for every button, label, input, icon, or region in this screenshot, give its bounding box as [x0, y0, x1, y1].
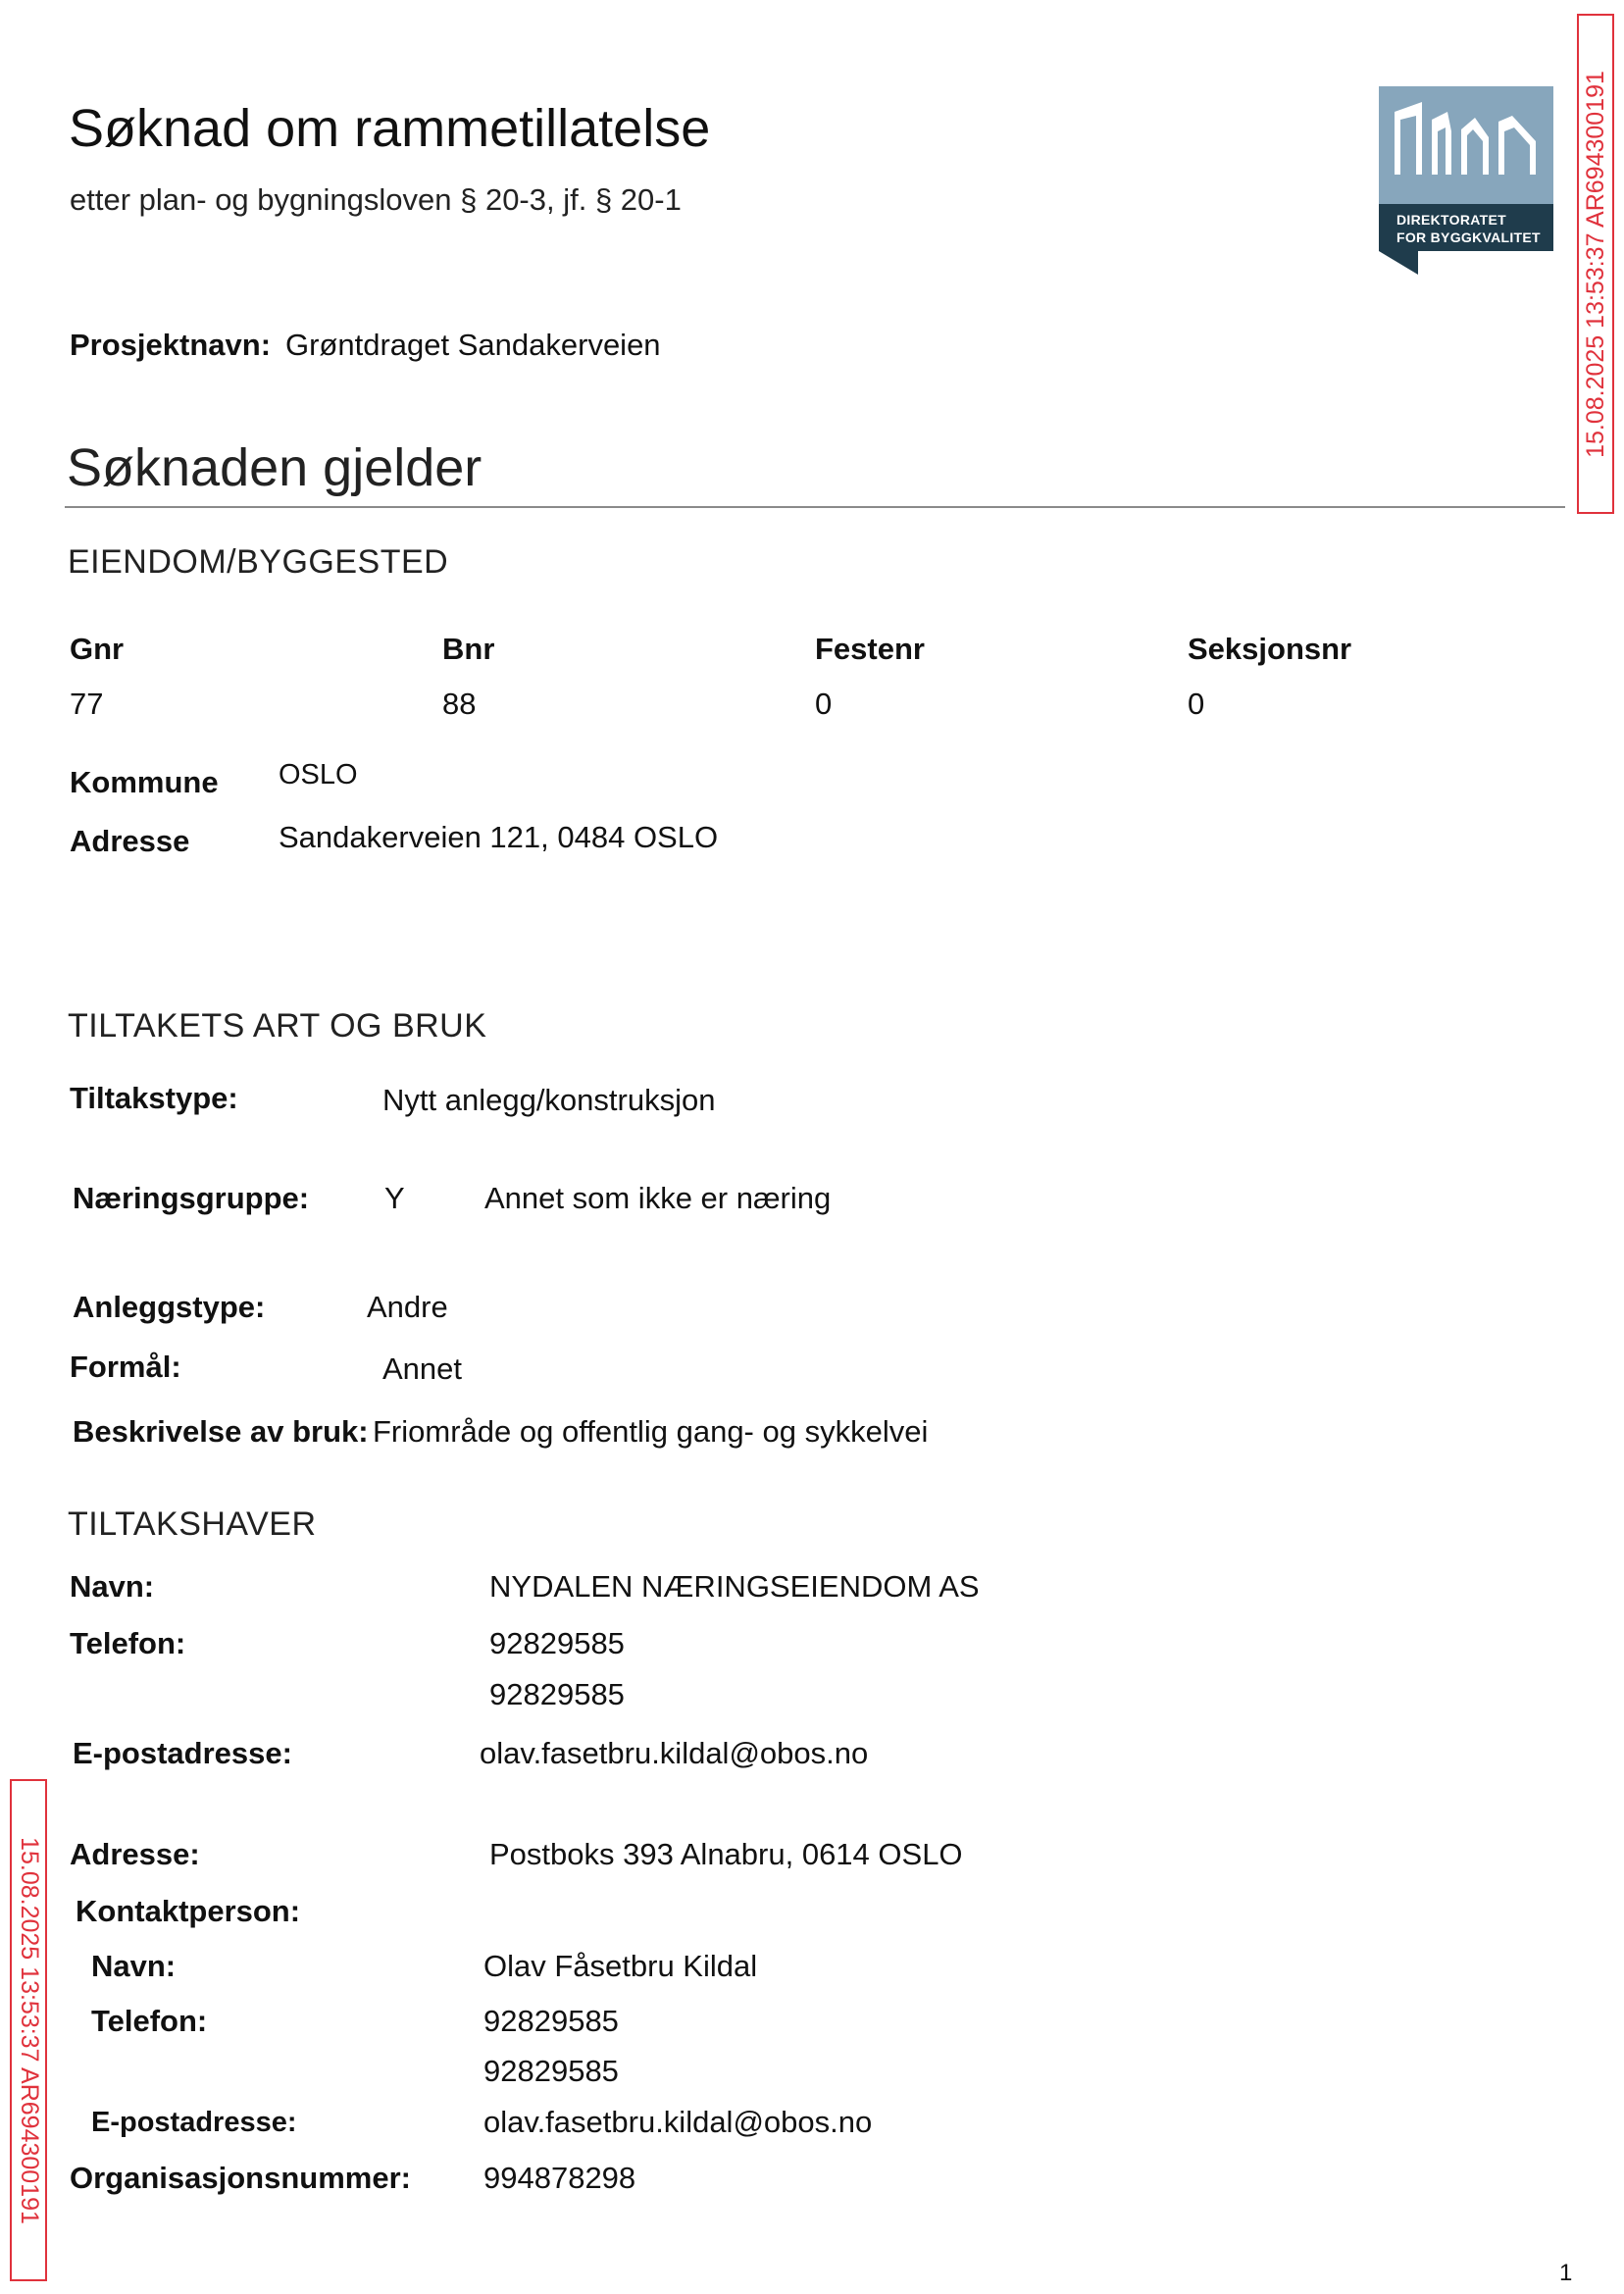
kp-navn-label: Navn: [91, 1949, 177, 1983]
th-telefon-label: Telefon: [70, 1626, 186, 1660]
th-navn-value: NYDALEN NÆRINGSEIENDOM AS [489, 1569, 980, 1604]
th-navn-label: Navn: [70, 1569, 155, 1604]
gnr-label: Gnr [70, 632, 125, 666]
project-value: Grøntdraget Sandakerveien [285, 328, 661, 362]
kp-telefon-value-1: 92829585 [483, 2004, 619, 2038]
kp-telefon-label: Telefon: [91, 2004, 208, 2038]
tiltak-heading: TILTAKETS ART OG BRUK [68, 1007, 487, 1045]
bnr-value: 88 [442, 687, 477, 721]
timestamp-stamp-bottom [10, 1779, 47, 2281]
adresse-value: Sandakerveien 121, 0484 OSLO [279, 820, 719, 854]
logo-text-line1: DIREKTORATET [1396, 212, 1506, 228]
anleggstype-value: Andre [367, 1290, 448, 1324]
kp-epost-label: E-postadresse: [91, 2107, 297, 2138]
orgnr-value: 994878298 [483, 2161, 636, 2195]
tiltakstype-label: Tiltakstype: [70, 1081, 238, 1115]
section-title: Søknaden gjelder [67, 438, 482, 497]
naeringsgruppe-code: Y [384, 1181, 405, 1215]
kommune-label: Kommune [70, 765, 219, 799]
th-telefon-value-2: 92829585 [489, 1677, 625, 1711]
th-telefon-value-1: 92829585 [489, 1626, 625, 1660]
eiendom-heading: EIENDOM/BYGGESTED [68, 543, 449, 581]
section-divider [65, 506, 1565, 508]
festenr-value: 0 [815, 687, 833, 721]
timestamp-stamp-bottom-text: 15.08.2025 13:53:37 AR694300191 [15, 1836, 43, 2224]
naeringsgruppe-label: Næringsgruppe: [73, 1181, 310, 1215]
building-logo-icon [1379, 86, 1553, 275]
th-epost-value: olav.fasetbru.kildal@obos.no [480, 1736, 869, 1770]
seksjonsnr-value: 0 [1188, 687, 1205, 721]
th-adresse-label: Adresse: [70, 1837, 200, 1871]
kommune-value: OSLO [279, 759, 358, 790]
timestamp-stamp-top [1577, 14, 1614, 514]
page-title: Søknad om rammetillatelse [69, 99, 711, 158]
seksjonsnr-label: Seksjonsnr [1188, 632, 1352, 666]
beskrivelse-value: Friområde og offentlig gang- og sykkelvei [373, 1414, 929, 1449]
page-number: 1 [1559, 2260, 1573, 2286]
naeringsgruppe-value: Annet som ikke er næring [484, 1181, 832, 1215]
kp-telefon-value-2: 92829585 [483, 2054, 619, 2088]
dibk-logo [1379, 86, 1553, 275]
th-epost-label: E-postadresse: [73, 1736, 292, 1770]
tiltakshaver-heading: TILTAKSHAVER [68, 1505, 317, 1543]
kontaktperson-label: Kontaktperson: [76, 1894, 301, 1928]
project-label: Prosjektnavn: [70, 328, 272, 362]
festenr-label: Festenr [815, 632, 925, 666]
logo-text-line2: FOR BYGGKVALITET [1396, 229, 1541, 245]
orgnr-label: Organisasjonsnummer: [70, 2161, 411, 2195]
page-subtitle: etter plan- og bygningsloven § 20-3, jf. § 20-1 [70, 182, 682, 217]
bnr-label: Bnr [442, 632, 495, 666]
kp-navn-value: Olav Fåsetbru Kildal [483, 1949, 758, 1983]
formal-value: Annet [382, 1351, 463, 1386]
beskrivelse-label: Beskrivelse av bruk: [73, 1414, 369, 1449]
anleggstype-label: Anleggstype: [73, 1290, 266, 1324]
kp-epost-value: olav.fasetbru.kildal@obos.no [483, 2105, 873, 2139]
gnr-value: 77 [70, 687, 104, 721]
adresse-label: Adresse [70, 824, 190, 858]
tiltakstype-value: Nytt anlegg/konstruksjon [382, 1083, 716, 1117]
timestamp-stamp-top-text: 15.08.2025 13:53:37 AR694300191 [1581, 70, 1609, 458]
formal-label: Formål: [70, 1350, 181, 1384]
th-adresse-value: Postboks 393 Alnabru, 0614 OSLO [489, 1837, 963, 1871]
